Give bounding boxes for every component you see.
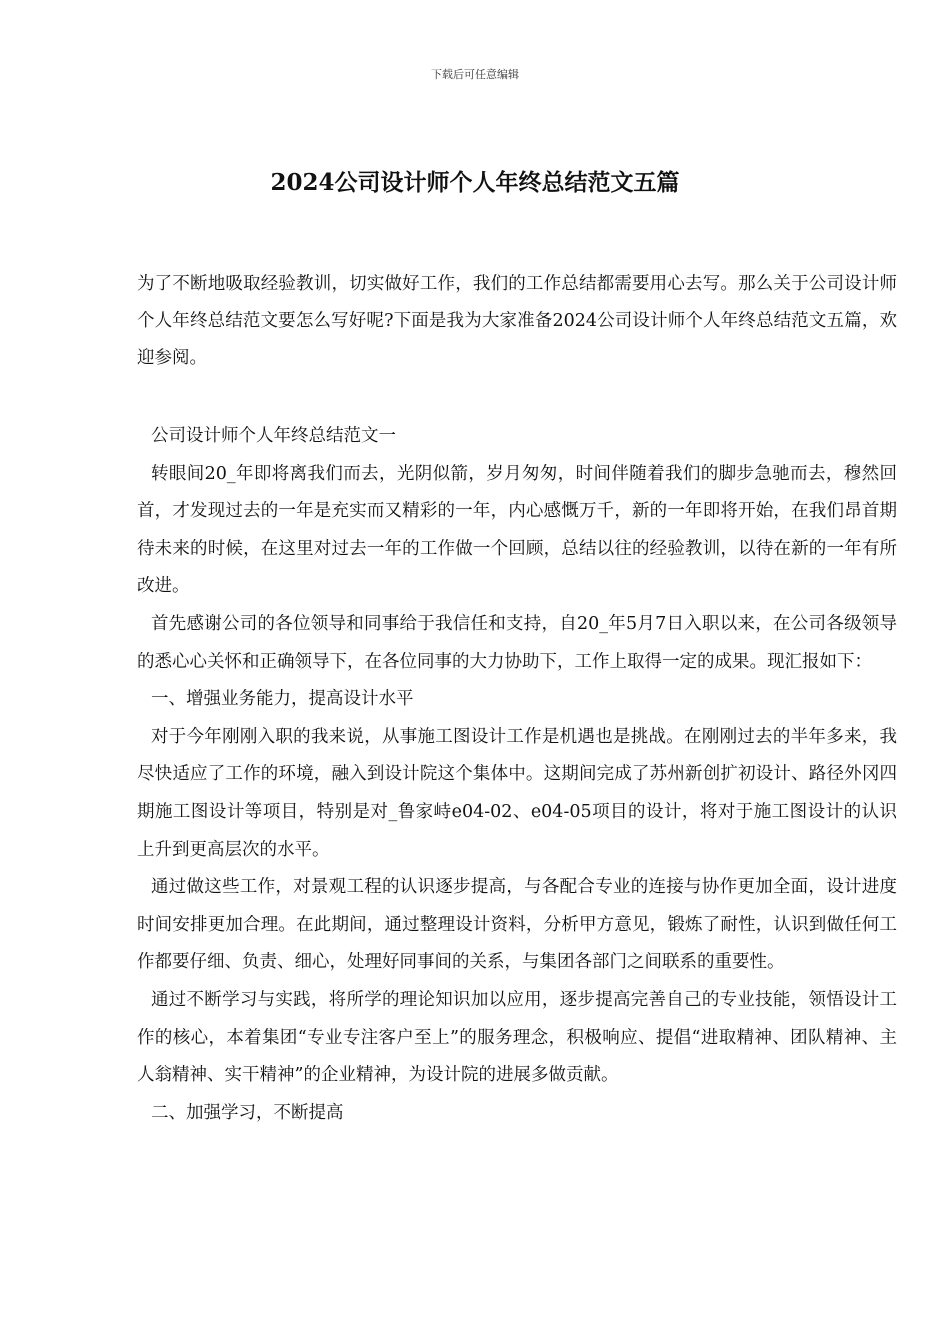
intro-paragraph: 为了不断地吸取经验教训，切实做好工作，我们的工作总结都需要用心去写。那么关于公司设计师个人年终总结范文要怎么写好呢?下面是我为大家准备2024公司设计师个人年终总结范文五篇，欢迎参阅。: [137, 274, 897, 368]
body-paragraph: 转眼间20_年即将离我们而去，光阴似箭，岁月匆匆，时间伴随着我们的脚步急驰而去，穆然回首，才发现过去的一年是充实而又精彩的一年，内心感慨万千，新的一年即将开始，在我们昂首期待未来的时候，在这里对过去一年的工作做一个回顾，总结以往的经验教训，以待在新的一年有所改进。: [137, 463, 897, 597]
document-title: 2024公司设计师个人年终总结范文五篇: [270, 169, 680, 196]
document-body: [137, 418, 897, 1132]
body-paragraph: 对于今年刚刚入职的我来说，从事施工图设计工作是机遇也是挑战。在刚刚过去的半年多来，我尽快适应了工作的环境，融入到设计院这个集体中。这期间完成了苏州新创扩初设计、路径外冈四期施工图设计等项目，特别是对_鲁家峙e04-02、e04-05项目的设计，将对于施工图设计的认识上升到更高层次的水平。: [137, 726, 897, 860]
body-paragraph: 通过做这些工作，对景观工程的认识逐步提高，与各配合专业的连接与协作更加全面，设计进度时间安排更加合理。在此期间，通过整理设计资料，分析甲方意见，锻炼了耐性，认识到做任何工作都要仔细、负责、细心，处理好同事间的关系，与集团各部门之间联系的重要性。: [137, 877, 897, 973]
body-paragraph: 通过不断学习与实践，将所学的理论知识加以应用，逐步提高完善自己的专业技能，领悟设计工作的核心，本着集团“专业专注客户至上”的服务理念，积极响应、提倡“进取精神、团队精神、主人翁精神、实干精神”的企业精神，为设计院的进展多做贡献。: [137, 989, 897, 1086]
header-note: 下载后可任意编辑: [431, 68, 519, 81]
section-heading: 一、增强业务能力，提高设计水平: [151, 689, 414, 710]
body-paragraph: 首先感谢公司的各位领导和同事给于我信任和支持，自20_年5月7日入职以来，在公司各级领导的悉心心关怀和正确领导下，在各位同事的大力协助下，工作上取得一定的成果。现汇报如下：: [137, 613, 897, 672]
section-heading: 公司设计师个人年终总结范文一: [151, 426, 396, 446]
section-heading: 二、加强学习，不断提高: [151, 1102, 344, 1123]
